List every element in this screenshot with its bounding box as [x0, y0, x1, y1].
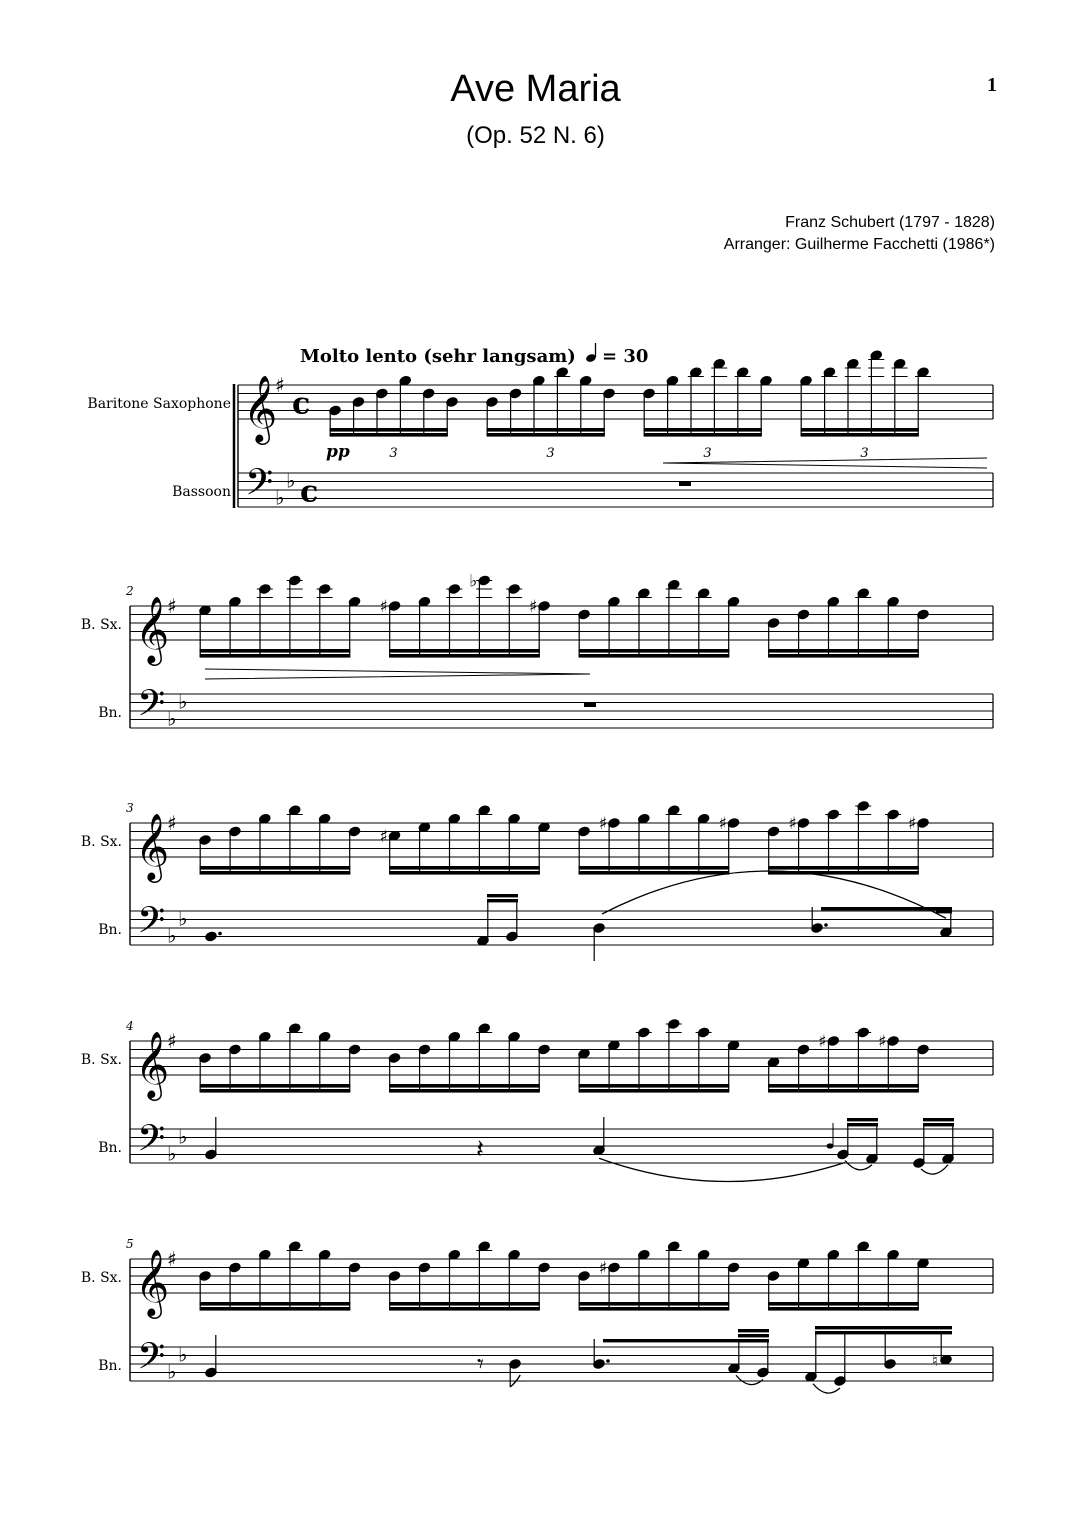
score-system — [234, 350, 993, 513]
beam — [579, 866, 730, 870]
beam — [200, 1084, 351, 1088]
beam — [768, 1302, 919, 1306]
sharp-icon: ♯ — [379, 597, 388, 617]
sharp-icon: ♯ — [167, 594, 177, 618]
beam — [389, 649, 540, 653]
sharp-icon: ♯ — [275, 373, 285, 397]
score-system — [81, 801, 993, 951]
beam — [579, 1302, 730, 1306]
flat-icon: ♭ — [167, 923, 177, 948]
eighth-rest: 𝄾 — [477, 1349, 484, 1380]
instrument-name-sax: Baritone Saxophone — [87, 396, 231, 412]
tuplet-number: 3 — [546, 446, 555, 461]
treble-clef-icon: 𝄞 — [135, 812, 170, 880]
beam — [815, 1331, 952, 1334]
bass-clef-icon: 𝄢 — [137, 1335, 166, 1387]
tuplet-number: 3 — [389, 446, 398, 461]
beam — [644, 428, 762, 432]
beam — [801, 433, 919, 437]
instrument-short-name: B. Sx. — [80, 617, 122, 633]
sharp-icon: ♯ — [908, 814, 917, 834]
beam — [821, 907, 952, 910]
beam — [487, 894, 518, 897]
beam — [923, 1123, 954, 1126]
grace-note-head — [827, 1143, 834, 1148]
tuplet-number: 3 — [860, 446, 869, 461]
sharp-icon: ♯ — [718, 814, 727, 834]
instrument-short-name: Bn. — [98, 1358, 122, 1374]
beam — [389, 1307, 540, 1311]
quarter-rest: 𝄽 — [476, 1134, 484, 1165]
flat-icon: ♭ — [167, 1359, 177, 1384]
augmentation-dot — [218, 932, 222, 936]
beam — [200, 1302, 351, 1306]
score-system — [81, 572, 993, 734]
beam — [200, 654, 351, 658]
measure-number: 2 — [126, 584, 134, 598]
beam — [487, 433, 605, 437]
beam — [579, 871, 730, 875]
beam — [923, 1118, 954, 1121]
treble-clef-icon: 𝄞 — [135, 1030, 170, 1098]
arranger-credit: Arranger: Guilherme Facchetti (1986*) — [723, 236, 995, 253]
beam — [768, 649, 919, 653]
piece-title: Ave Maria — [450, 68, 621, 110]
flat-icon: ♭ — [178, 1342, 188, 1367]
beam — [579, 1307, 730, 1311]
quarter-note-icon — [585, 343, 597, 363]
sharp-icon: ♯ — [529, 597, 538, 617]
beam — [768, 1084, 919, 1088]
sharp-icon: ♯ — [598, 1258, 608, 1279]
instrument-short-name: B. Sx. — [80, 1052, 122, 1068]
flat-icon: ♭ — [178, 906, 188, 931]
measure-number: 4 — [126, 1019, 134, 1033]
score-system — [81, 1019, 993, 1169]
composer-credit: Franz Schubert (1797 - 1828) — [785, 214, 995, 231]
beam — [768, 1307, 919, 1311]
page-number: 1 — [987, 74, 997, 96]
dynamic-pp: pp — [326, 442, 350, 462]
beam — [579, 649, 730, 653]
beam — [389, 1084, 540, 1088]
beam — [200, 1307, 351, 1311]
flat-icon: ♭ — [178, 1124, 188, 1149]
treble-clef-icon: 𝄞 — [135, 1248, 170, 1316]
tempo-marking: Molto lento (sehr langsam) — [300, 346, 576, 367]
sharp-icon: ♯ — [167, 1247, 177, 1271]
sharp-icon: ♯ — [379, 826, 388, 847]
common-time-icon: c — [292, 386, 311, 422]
beam — [738, 1334, 769, 1337]
tempo-bpm: = 30 — [602, 346, 649, 367]
beam — [644, 433, 762, 437]
decrescendo-hairpin — [205, 669, 590, 679]
beam — [200, 649, 351, 653]
beam — [579, 654, 730, 658]
slur — [921, 1165, 948, 1174]
beam — [768, 1089, 919, 1093]
sharp-icon: ♯ — [818, 1032, 827, 1052]
bass-clef-icon: 𝄢 — [137, 1117, 166, 1169]
slur — [599, 1158, 845, 1181]
tuplet-number: 3 — [703, 446, 712, 461]
treble-clef-icon: 𝄞 — [243, 374, 278, 442]
treble-clef-icon: 𝄞 — [135, 595, 170, 663]
beam — [487, 899, 518, 902]
flat-icon: ♭ — [275, 485, 285, 510]
sharp-icon: ♯ — [167, 811, 177, 835]
beam — [200, 871, 351, 875]
instrument-short-name: Bn. — [98, 705, 122, 721]
sharp-icon: ♯ — [788, 814, 797, 834]
measure-number: 3 — [126, 801, 134, 815]
beam — [579, 1089, 730, 1093]
whole-rest — [679, 482, 691, 487]
beam — [847, 1123, 878, 1126]
instrument-name-bassoon: Bassoon — [172, 484, 231, 500]
beam — [487, 428, 605, 432]
flat-icon: ♭ — [167, 706, 177, 731]
flat-icon: ♭ — [167, 1141, 177, 1166]
beam — [738, 1339, 769, 1342]
beam — [389, 866, 540, 870]
augmentation-dot — [824, 923, 828, 927]
flat-icon: ♭ — [286, 468, 296, 493]
beam — [768, 866, 919, 870]
beam — [330, 428, 448, 432]
beam — [815, 1326, 952, 1329]
beam — [389, 654, 540, 658]
sharp-icon: ♯ — [167, 1029, 177, 1053]
beam — [389, 871, 540, 875]
instrument-short-name: Bn. — [98, 1140, 122, 1156]
common-time-icon: c — [300, 474, 319, 510]
beam — [579, 1084, 730, 1088]
beam — [738, 1329, 769, 1332]
bass-clef-icon: 𝄢 — [137, 899, 166, 951]
whole-rest — [584, 703, 596, 708]
score-system — [81, 1237, 993, 1387]
flat-icon: ♭ — [469, 571, 478, 592]
bass-clef-icon: 𝄢 — [245, 461, 274, 513]
augmentation-dot — [606, 1359, 610, 1363]
sharp-icon: ♯ — [878, 1032, 887, 1052]
instrument-short-name: B. Sx. — [80, 1270, 122, 1286]
beam — [330, 433, 448, 437]
natural-icon: ♮ — [932, 1350, 938, 1370]
beam — [200, 866, 351, 870]
instrument-short-name: Bn. — [98, 922, 122, 938]
slur — [813, 1384, 840, 1393]
beam — [200, 1089, 351, 1093]
beam — [847, 1118, 878, 1121]
sharp-icon: ♯ — [598, 814, 608, 834]
beam — [801, 428, 919, 432]
beam — [389, 1302, 540, 1306]
instrument-short-name: B. Sx. — [80, 834, 122, 850]
beam — [936, 910, 952, 913]
measure-number: 5 — [126, 1237, 134, 1251]
slur — [736, 1375, 763, 1384]
piece-subtitle: (Op. 52 N. 6) — [466, 122, 605, 149]
bass-clef-icon: 𝄢 — [137, 682, 166, 734]
dotted-half-note-head — [205, 931, 217, 942]
flat-icon: ♭ — [178, 689, 188, 714]
beam — [768, 654, 919, 658]
beam — [389, 1089, 540, 1093]
